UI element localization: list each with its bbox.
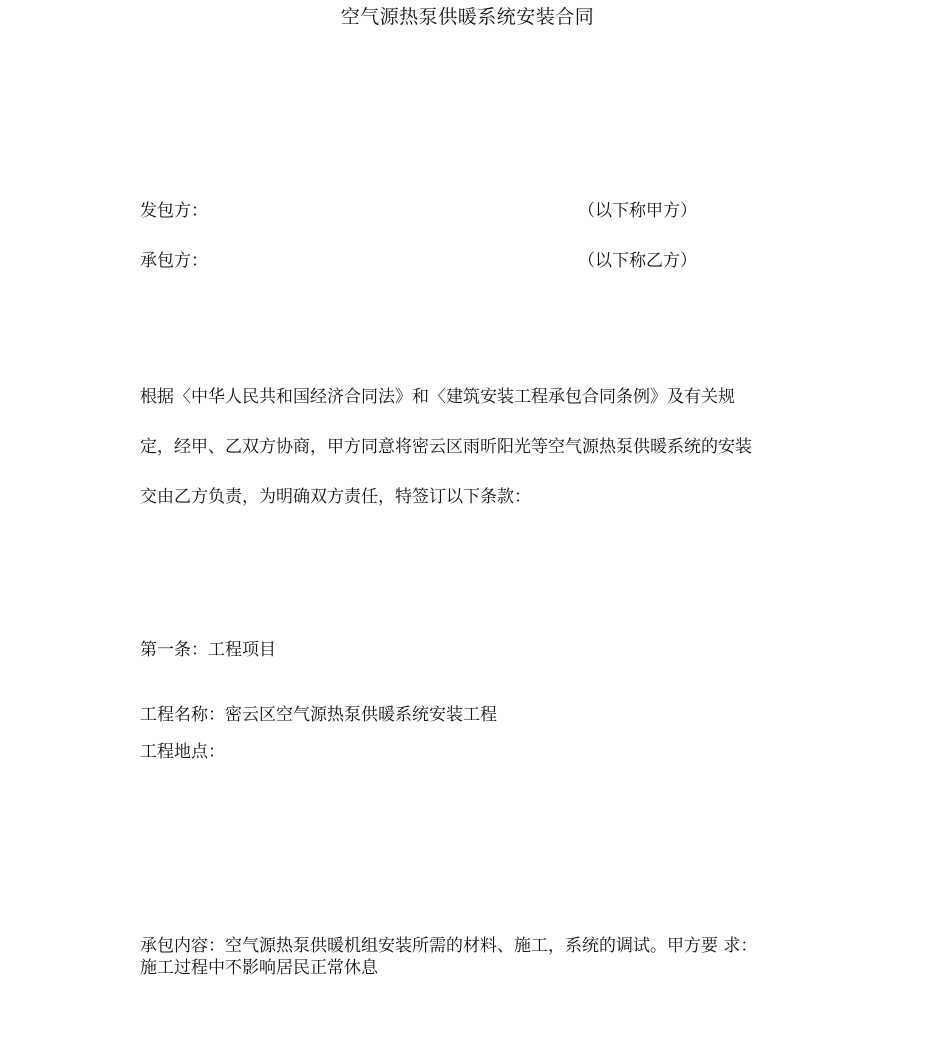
party-b-note: （以下称乙方） <box>578 251 697 271</box>
preamble-line: 定，经甲、乙双方协商，甲方同意将密云区雨昕阳光等空气源热泵供暖系统的安装 <box>140 437 752 457</box>
document-title: 空气源热泵供暖系统安装合同 <box>340 6 595 28</box>
project-name: 工程名称：密云区空气源热泵供暖系统安装工程 <box>140 705 497 725</box>
preamble-line: 根据〈中华人民共和国经济合同法》和〈建筑安装工程承包合同条例》及有关规 <box>140 387 735 407</box>
scope-line: 承包内容：空气源热泵供暖机组安装所需的材料、施工，系统的调试。甲方要 求： <box>140 936 758 956</box>
project-location: 工程地点： <box>140 742 225 762</box>
party-b-label: 承包方： <box>140 251 208 271</box>
party-a-label: 发包方： <box>140 201 208 221</box>
preamble-paragraph <box>140 372 800 522</box>
article-1-heading: 第一条：工程项目 <box>140 640 276 660</box>
party-a-note: （以下称甲方） <box>578 201 697 221</box>
scope-line: 施工过程中不影响居民正常休息 <box>140 958 378 978</box>
preamble-line: 交由乙方负责，为明确双方责任，特签订以下条款： <box>140 487 531 507</box>
scope-of-work <box>140 935 800 979</box>
